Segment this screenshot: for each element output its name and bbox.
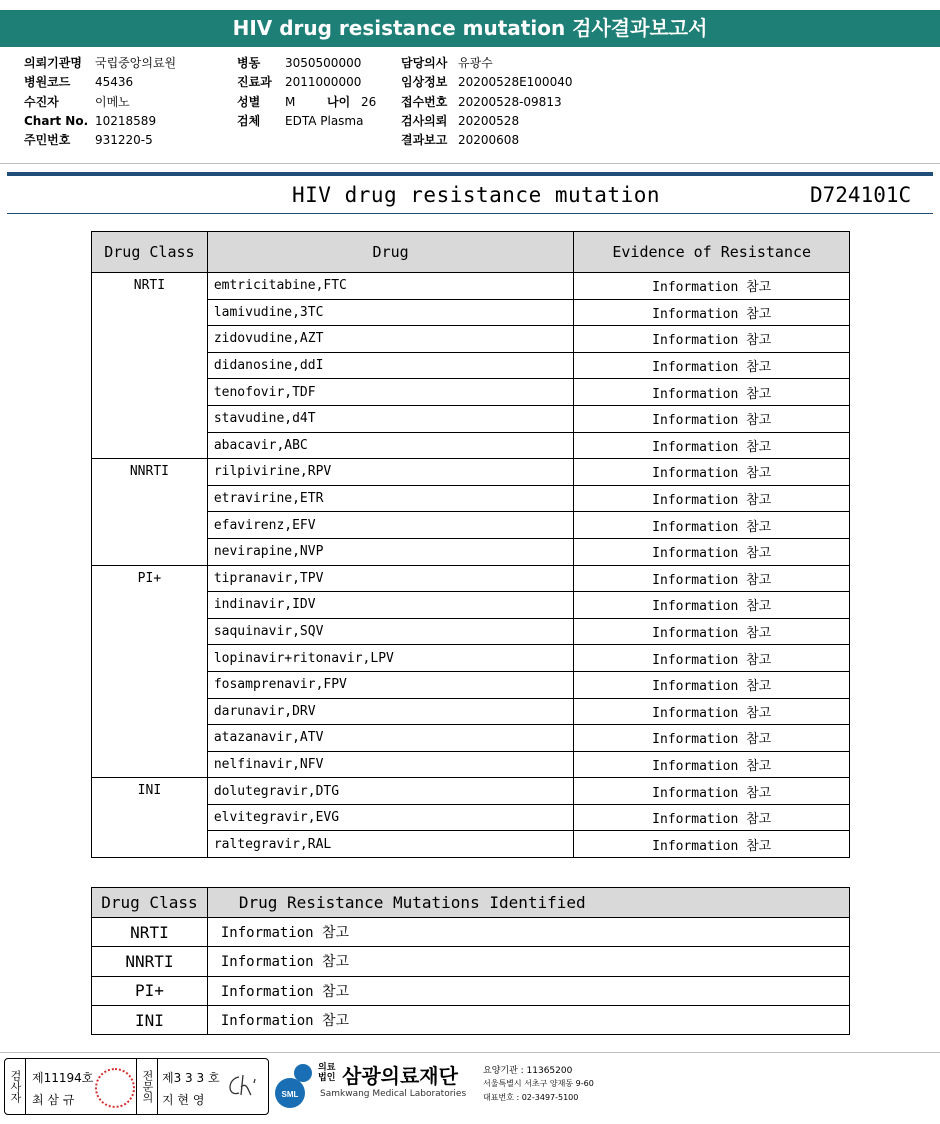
column-header: Evidence of Resistance bbox=[574, 232, 850, 273]
evidence-cell: Information 참고 bbox=[574, 405, 850, 432]
patient-info-col1 bbox=[24, 54, 176, 150]
evidence-cell: Information 참고 bbox=[574, 592, 850, 619]
info-value: M bbox=[285, 94, 296, 109]
evidence-cell: Information 참고 bbox=[574, 273, 850, 300]
drug-cell: lamivudine,3TC bbox=[207, 299, 574, 326]
title-rule-bottom bbox=[7, 213, 933, 214]
evidence-cell: Information 참고 bbox=[574, 459, 850, 486]
info-value: 20200608 bbox=[458, 133, 520, 148]
drug-cell: efavirenz,EFV bbox=[207, 512, 574, 539]
table-row bbox=[92, 273, 850, 300]
patient-info-col2 bbox=[237, 54, 376, 131]
table-row bbox=[92, 947, 850, 976]
drug-class-cell: NNRTI bbox=[92, 459, 208, 565]
info-value: 이메노 bbox=[95, 94, 130, 109]
column-header: Drug Resistance Mutations Identified bbox=[207, 888, 849, 918]
drug-cell: abacavir,ABC bbox=[207, 432, 574, 459]
column-header: Drug Class bbox=[92, 232, 208, 273]
drug-cell: atazanavir,ATV bbox=[207, 725, 574, 752]
info-label: 병동 bbox=[237, 56, 261, 70]
examiner-label: 검사자 bbox=[5, 1059, 26, 1114]
column-header: Drug bbox=[207, 232, 574, 273]
info-label: 검사의뢰 bbox=[401, 113, 448, 128]
logo-abbrev: SML bbox=[281, 1090, 299, 1099]
evidence-cell: Information 참고 bbox=[574, 778, 850, 805]
evidence-cell: Information 참고 bbox=[574, 352, 850, 379]
drug-cell: tipranavir,TPV bbox=[207, 565, 574, 592]
drug-cell: fosamprenavir,FPV bbox=[207, 671, 574, 698]
evidence-cell: Information 참고 bbox=[574, 698, 850, 725]
info-label: 담당의사 bbox=[401, 56, 448, 70]
footer-divider bbox=[0, 1052, 940, 1053]
drug-cell: elvitegravir,EVG bbox=[207, 804, 574, 831]
drug-cell: nevirapine,NVP bbox=[207, 538, 574, 565]
info-value: 유광수 bbox=[458, 56, 493, 70]
drug-class-cell: NRTI bbox=[92, 918, 208, 947]
address: 서울특별시 서초구 양재동 9-60 bbox=[483, 1079, 594, 1088]
drug-class-cell: INI bbox=[92, 778, 208, 858]
evidence-cell: Information 참고 bbox=[574, 512, 850, 539]
org-prefix: 의료법인 bbox=[318, 1063, 336, 1083]
info-value: 20200528-09813 bbox=[458, 94, 562, 109]
info-label: 성별 bbox=[237, 94, 261, 109]
drug-cell: etravirine,ETR bbox=[207, 485, 574, 512]
drug-class-cell: NNRTI bbox=[92, 947, 208, 976]
info-value: 931220-5 bbox=[95, 133, 153, 148]
evidence-cell: Information 참고 bbox=[574, 565, 850, 592]
evidence-cell: Information 참고 bbox=[574, 831, 850, 858]
drug-class-cell: PI+ bbox=[92, 976, 208, 1005]
drug-cell: saquinavir,SQV bbox=[207, 618, 574, 645]
info-label: 수진자 bbox=[24, 94, 59, 109]
signature-box bbox=[4, 1058, 269, 1115]
evidence-cell: Information 참고 bbox=[574, 618, 850, 645]
drug-class-cell: INI bbox=[92, 1005, 208, 1034]
evidence-cell: Information 참고 bbox=[574, 645, 850, 672]
info-value: 45436 bbox=[95, 75, 134, 90]
examiner-name: 최 삼 규 bbox=[32, 1093, 75, 1107]
info-label: Chart No. bbox=[24, 113, 89, 128]
info-value: 20200528 bbox=[458, 113, 520, 128]
drug-cell: rilpivirine,RPV bbox=[207, 459, 574, 486]
evidence-cell: Information 참고 bbox=[574, 299, 850, 326]
evidence-cell: Information 참고 bbox=[574, 671, 850, 698]
info-value: EDTA Plasma bbox=[285, 113, 364, 128]
info-label: 의뢰기관명 bbox=[24, 56, 82, 70]
info-value: 10218589 bbox=[95, 113, 157, 128]
info-value: 2011000000 bbox=[285, 75, 362, 90]
age-value: 26 bbox=[361, 94, 377, 109]
table-row bbox=[92, 976, 850, 1005]
drug-cell: darunavir,DRV bbox=[207, 698, 574, 725]
resistance-table bbox=[91, 231, 850, 858]
info-label: 주민번호 bbox=[24, 133, 71, 148]
info-label: 검체 bbox=[237, 113, 261, 128]
drug-cell: zidovudine,AZT bbox=[207, 326, 574, 353]
org-name: 삼광의료재단 bbox=[342, 1064, 458, 1088]
drug-cell: stavudine,d4T bbox=[207, 405, 574, 432]
drug-cell: didanosine,ddI bbox=[207, 352, 574, 379]
table-row bbox=[92, 565, 850, 592]
mutation-cell: Information 참고 bbox=[207, 918, 849, 947]
specialist-license: 제3 3 3 호 bbox=[162, 1071, 220, 1085]
evidence-cell: Information 참고 bbox=[574, 432, 850, 459]
evidence-cell: Information 참고 bbox=[574, 804, 850, 831]
info-label: 결과보고 bbox=[401, 133, 448, 148]
seal-stamp-icon bbox=[95, 1068, 135, 1108]
drug-cell: emtricitabine,FTC bbox=[207, 273, 574, 300]
drug-class-cell: PI+ bbox=[92, 565, 208, 778]
specialist-name: 지 현 영 bbox=[162, 1093, 205, 1107]
evidence-cell: Information 참고 bbox=[574, 538, 850, 565]
drug-cell: nelfinavir,NFV bbox=[207, 751, 574, 778]
table-row bbox=[92, 459, 850, 486]
info-label: 임상정보 bbox=[401, 75, 448, 90]
mutation-cell: Information 참고 bbox=[207, 976, 849, 1005]
report-name: HIV drug resistance mutation bbox=[292, 183, 661, 207]
evidence-cell: Information 참고 bbox=[574, 326, 850, 353]
report-title-banner: HIV drug resistance mutation 검사결과보고서 bbox=[0, 10, 940, 47]
info-label: 접수번호 bbox=[401, 94, 448, 109]
info-label: 병원코드 bbox=[24, 75, 71, 90]
drug-cell: lopinavir+ritonavir,LPV bbox=[207, 645, 574, 672]
mutation-cell: Information 참고 bbox=[207, 1005, 849, 1034]
info-value: 3050500000 bbox=[285, 56, 362, 70]
phone: 대표번호 : 02-3497-5100 bbox=[483, 1093, 579, 1102]
divider bbox=[0, 163, 940, 164]
drug-cell: raltegravir,RAL bbox=[207, 831, 574, 858]
org-english-name: Samkwang Medical Laboratories bbox=[320, 1089, 467, 1099]
mutation-table bbox=[91, 887, 850, 1035]
column-header: Drug Class bbox=[92, 888, 208, 918]
age-label: 나이 bbox=[327, 94, 351, 109]
signature-icon bbox=[225, 1071, 261, 1101]
table-row bbox=[92, 918, 850, 947]
info-value: 국립중앙의료원 bbox=[95, 56, 177, 70]
sml-logo-icon bbox=[272, 1060, 318, 1108]
title-rule-top bbox=[7, 172, 933, 176]
care-code: 요양기관 : 11365200 bbox=[483, 1066, 573, 1076]
info-label: 진료과 bbox=[237, 75, 272, 90]
specialist-label: 전문의 bbox=[136, 1059, 158, 1114]
mutation-cell: Information 참고 bbox=[207, 947, 849, 976]
drug-class-cell: NRTI bbox=[92, 273, 208, 459]
table-row bbox=[92, 1005, 850, 1034]
evidence-cell: Information 참고 bbox=[574, 751, 850, 778]
report-code: D724101C bbox=[810, 183, 912, 207]
evidence-cell: Information 참고 bbox=[574, 485, 850, 512]
table-row bbox=[92, 778, 850, 805]
examiner-license: 제11194호 bbox=[32, 1071, 94, 1085]
evidence-cell: Information 참고 bbox=[574, 379, 850, 406]
drug-cell: indinavir,IDV bbox=[207, 592, 574, 619]
drug-cell: tenofovir,TDF bbox=[207, 379, 574, 406]
info-value: 20200528E100040 bbox=[458, 75, 573, 90]
patient-info-col3 bbox=[401, 54, 572, 150]
drug-cell: dolutegravir,DTG bbox=[207, 778, 574, 805]
evidence-cell: Information 참고 bbox=[574, 725, 850, 752]
